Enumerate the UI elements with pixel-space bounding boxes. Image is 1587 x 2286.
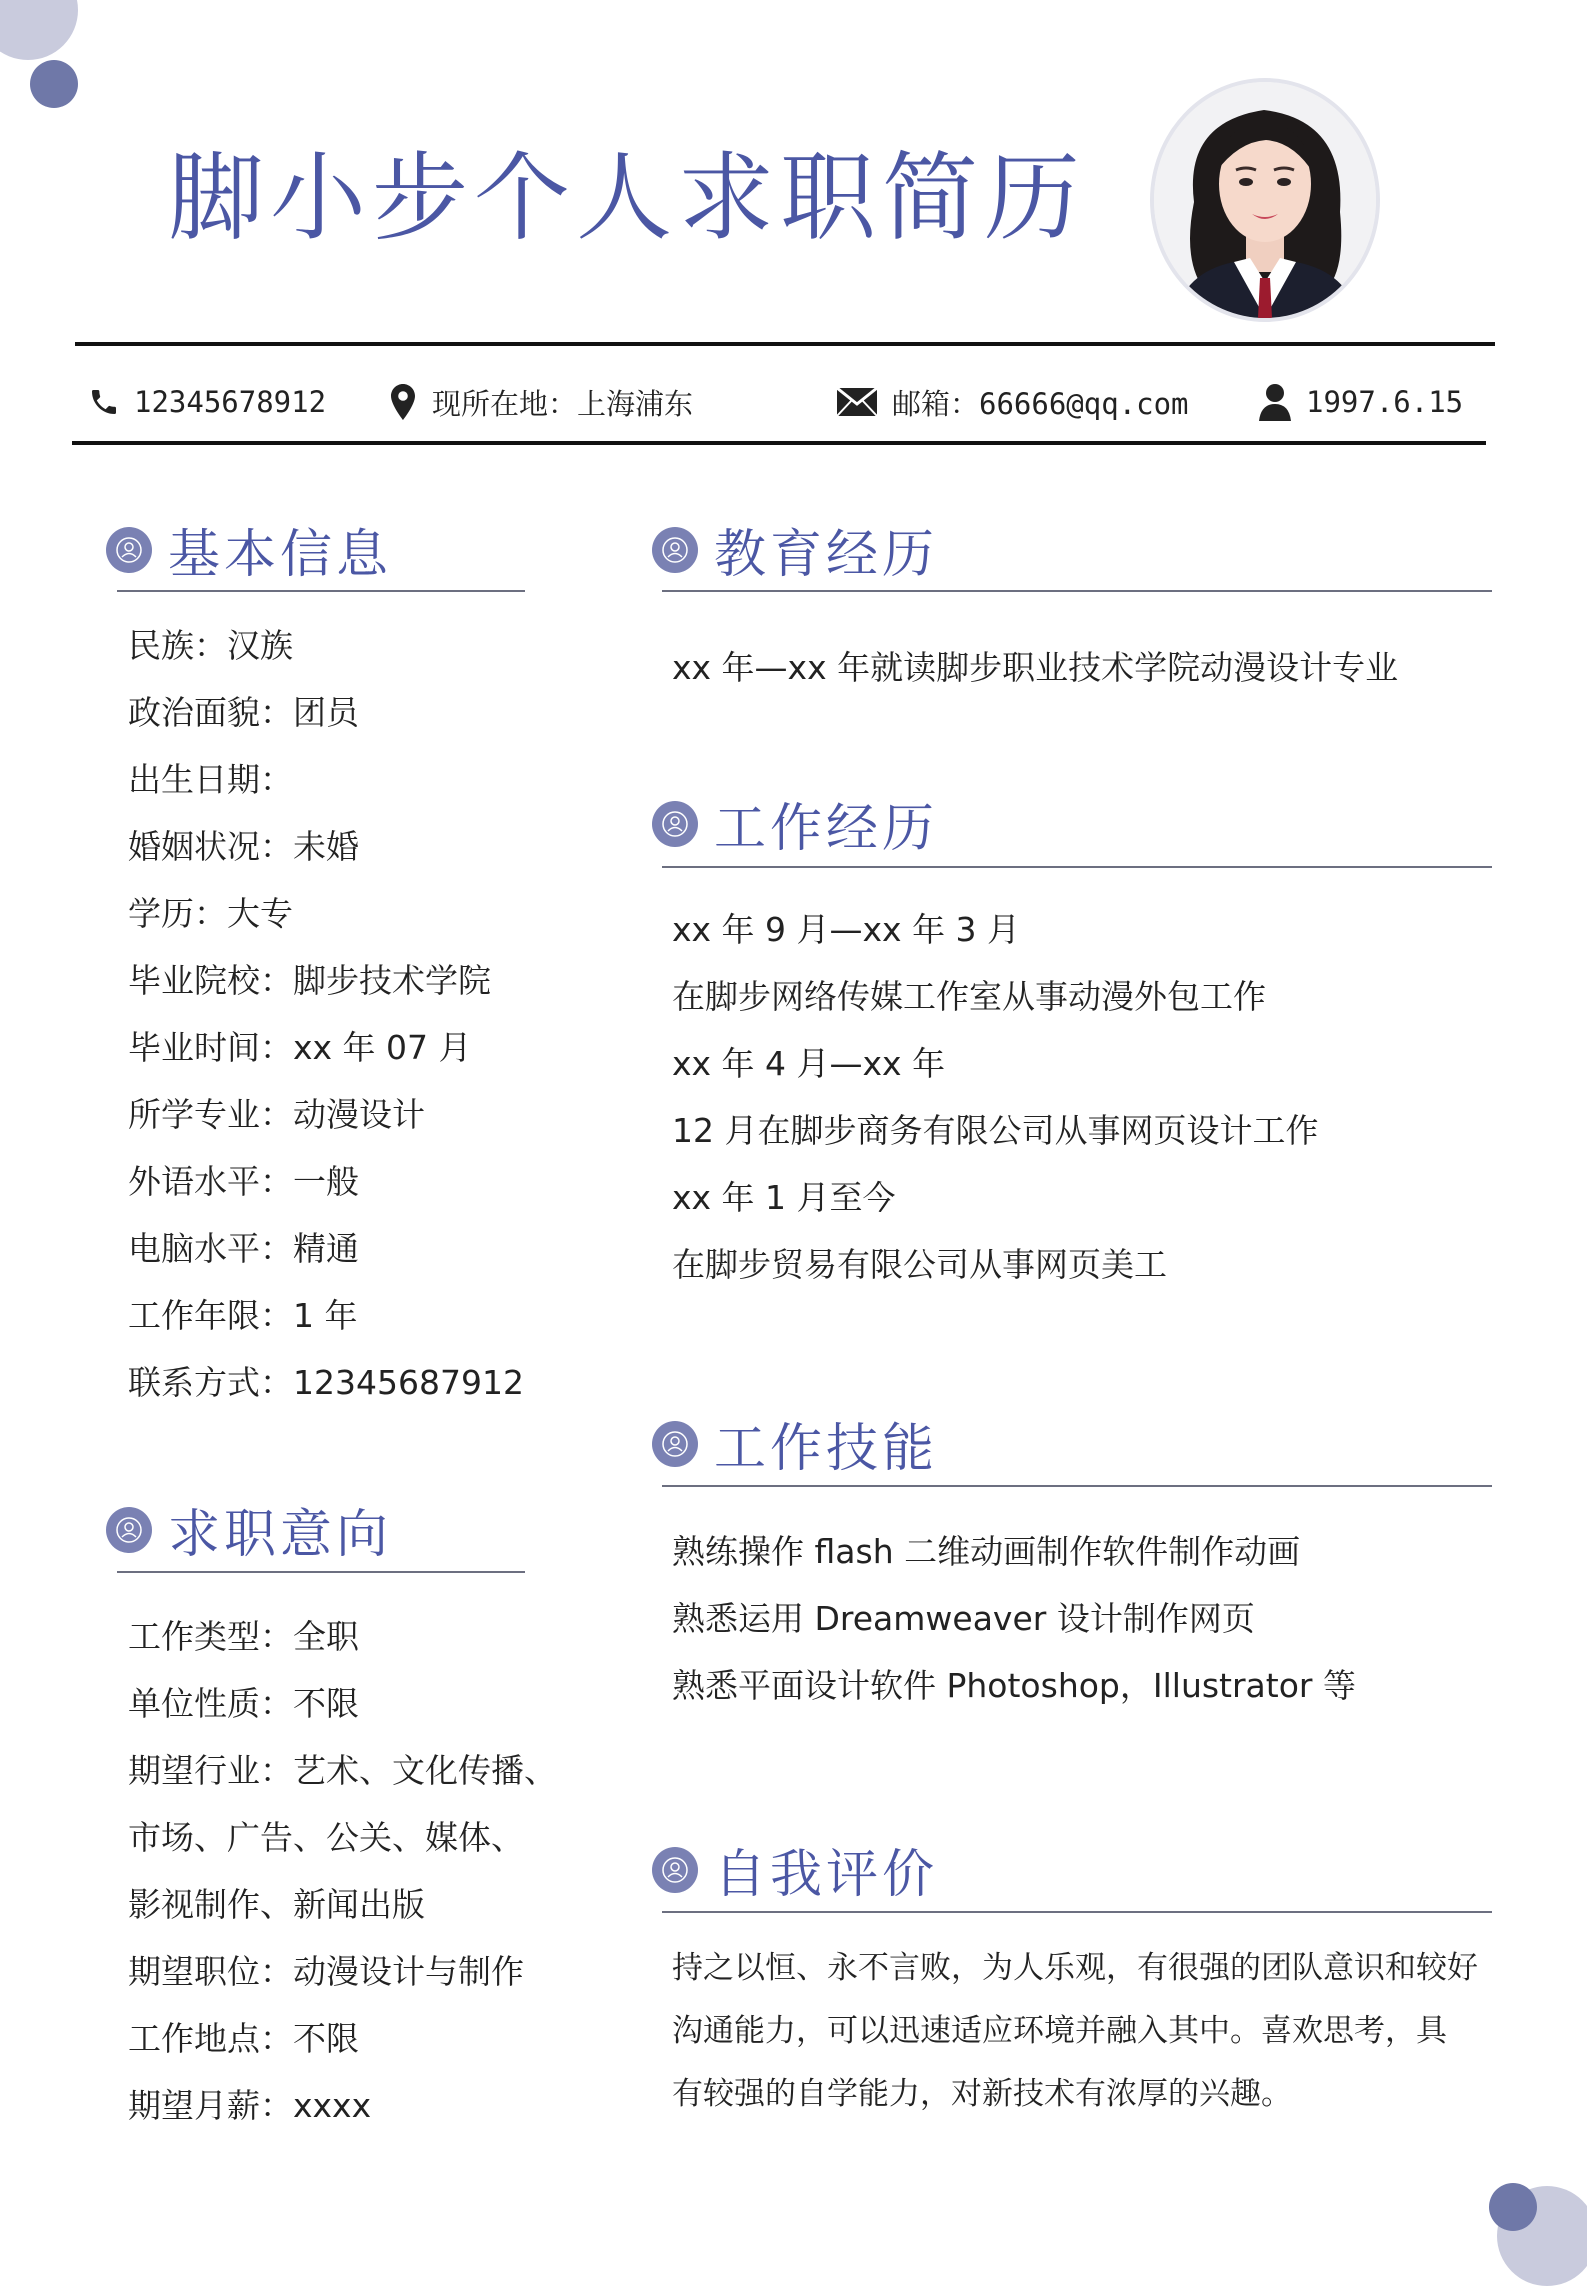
job-intent-list [128, 1603, 557, 2139]
basic-info-item: 出生日期： [128, 760, 293, 799]
section-title: 工作技能 [714, 1419, 939, 1479]
self-eval-text [672, 1937, 1478, 2126]
corner-decoration-small [30, 60, 78, 108]
user-badge-icon [652, 1421, 698, 1467]
section-title: 工作经历 [714, 799, 939, 859]
user-badge-icon [106, 527, 152, 573]
section-divider [117, 590, 525, 592]
skill-item: 熟悉运用 Dreamweaver 设计制作网页 [672, 1599, 1255, 1638]
section-header-work [652, 786, 938, 861]
basic-info-item: 婚姻状况：未婚 [128, 827, 359, 866]
section-title: 求职意向 [168, 1505, 393, 1565]
basic-info-item: 学历：大专 [128, 894, 293, 933]
resume-title: 脚小步个人求职简历 [168, 142, 1086, 254]
self-eval-line: 有较强的自学能力，对新技术有浓厚的兴趣。 [672, 2076, 1292, 2112]
header-bottom-rule [72, 441, 1486, 445]
skill-item: 熟练操作 flash 二维动画制作软件制作动画 [672, 1532, 1301, 1571]
basic-info-item: 工作年限：1 年 [128, 1296, 358, 1335]
work-item: 在脚步网络传媒工作室从事动漫外包工作 [672, 977, 1266, 1016]
basic-info-item: 电脑水平：精通 [128, 1229, 359, 1268]
basic-info-item: 政治面貌：团员 [128, 693, 359, 732]
mail-icon [836, 387, 878, 417]
work-item: 在脚步贸易有限公司从事网页美工 [672, 1245, 1167, 1284]
basic-info-item: 毕业院校：脚步技术学院 [128, 961, 491, 1000]
contact-email [836, 382, 1189, 423]
job-intent-item: 市场、广告、公关、媒体、 [128, 1818, 524, 1857]
skill-item: 熟悉平面设计软件 Photoshop，Illustrator 等 [672, 1666, 1356, 1705]
section-divider [662, 866, 1492, 868]
work-item: xx 年 1 月至今 [672, 1178, 896, 1217]
skills-list [672, 1518, 1356, 1719]
basic-info-item: 民族：汉族 [128, 626, 293, 665]
birth-text: 1997.6.15 [1306, 385, 1464, 419]
contact-birth [1258, 383, 1463, 421]
self-eval-line: 持之以恒、永不言败，为人乐观，有很强的团队意识和较好 [672, 1950, 1478, 1986]
section-header-basic [106, 512, 392, 587]
section-header-intent [106, 1492, 392, 1567]
section-title: 基本信息 [168, 525, 393, 585]
basic-info-item: 毕业时间：xx 年 07 月 [128, 1028, 472, 1067]
education-list [672, 634, 1398, 701]
user-badge-icon [652, 801, 698, 847]
self-eval-line: 沟通能力，可以迅速适应环境并融入其中。喜欢思考，具 [672, 2013, 1447, 2049]
location-text: 现所在地：上海浦东 [432, 386, 694, 421]
job-intent-item: 期望月薪：xxxx [128, 2086, 372, 2125]
basic-info-item: 所学专业：动漫设计 [128, 1095, 425, 1134]
job-intent-item: 工作类型：全职 [128, 1617, 359, 1656]
corner-decoration-small-bottom [1489, 2183, 1537, 2231]
header-top-rule [75, 342, 1495, 346]
section-divider [662, 1485, 1492, 1487]
contact-bar [88, 372, 1508, 432]
section-header-education [652, 512, 938, 587]
email-text: 邮箱：66666@qq.com [892, 386, 1189, 421]
person-icon [1258, 383, 1292, 421]
work-item: xx 年 9 月—xx 年 3 月 [672, 910, 1021, 949]
basic-info-list [128, 612, 524, 1416]
phone-text: 12345678912 [134, 385, 327, 419]
contact-phone [88, 385, 326, 419]
user-badge-icon [652, 1847, 698, 1893]
user-badge-icon [106, 1507, 152, 1553]
section-divider [662, 1911, 1492, 1913]
user-badge-icon [652, 527, 698, 573]
contact-location [388, 382, 693, 423]
section-title: 自我评价 [714, 1845, 939, 1905]
phone-icon [88, 386, 120, 418]
job-intent-item: 期望职位：动漫设计与制作 [128, 1952, 524, 1991]
section-title: 教育经历 [714, 525, 939, 585]
section-header-skills [652, 1406, 938, 1481]
job-intent-item: 影视制作、新闻出版 [128, 1885, 425, 1924]
work-item: 12 月在脚步商务有限公司从事网页设计工作 [672, 1111, 1319, 1150]
section-header-self [652, 1832, 938, 1907]
basic-info-item: 外语水平：一般 [128, 1162, 359, 1201]
job-intent-item: 期望行业：艺术、文化传播、 [128, 1751, 557, 1790]
section-divider [662, 590, 1492, 592]
section-divider [117, 1571, 525, 1573]
job-intent-item: 单位性质：不限 [128, 1684, 359, 1723]
location-pin-icon [388, 384, 418, 420]
work-list [672, 896, 1318, 1298]
job-intent-item: 工作地点：不限 [128, 2019, 359, 2058]
profile-photo [1150, 78, 1380, 322]
work-item: xx 年 4 月—xx 年 [672, 1044, 946, 1083]
basic-info-item: 联系方式：12345687912 [128, 1363, 524, 1402]
corner-decoration-large [0, 0, 78, 60]
education-item: xx 年—xx 年就读脚步职业技术学院动漫设计专业 [672, 648, 1399, 687]
